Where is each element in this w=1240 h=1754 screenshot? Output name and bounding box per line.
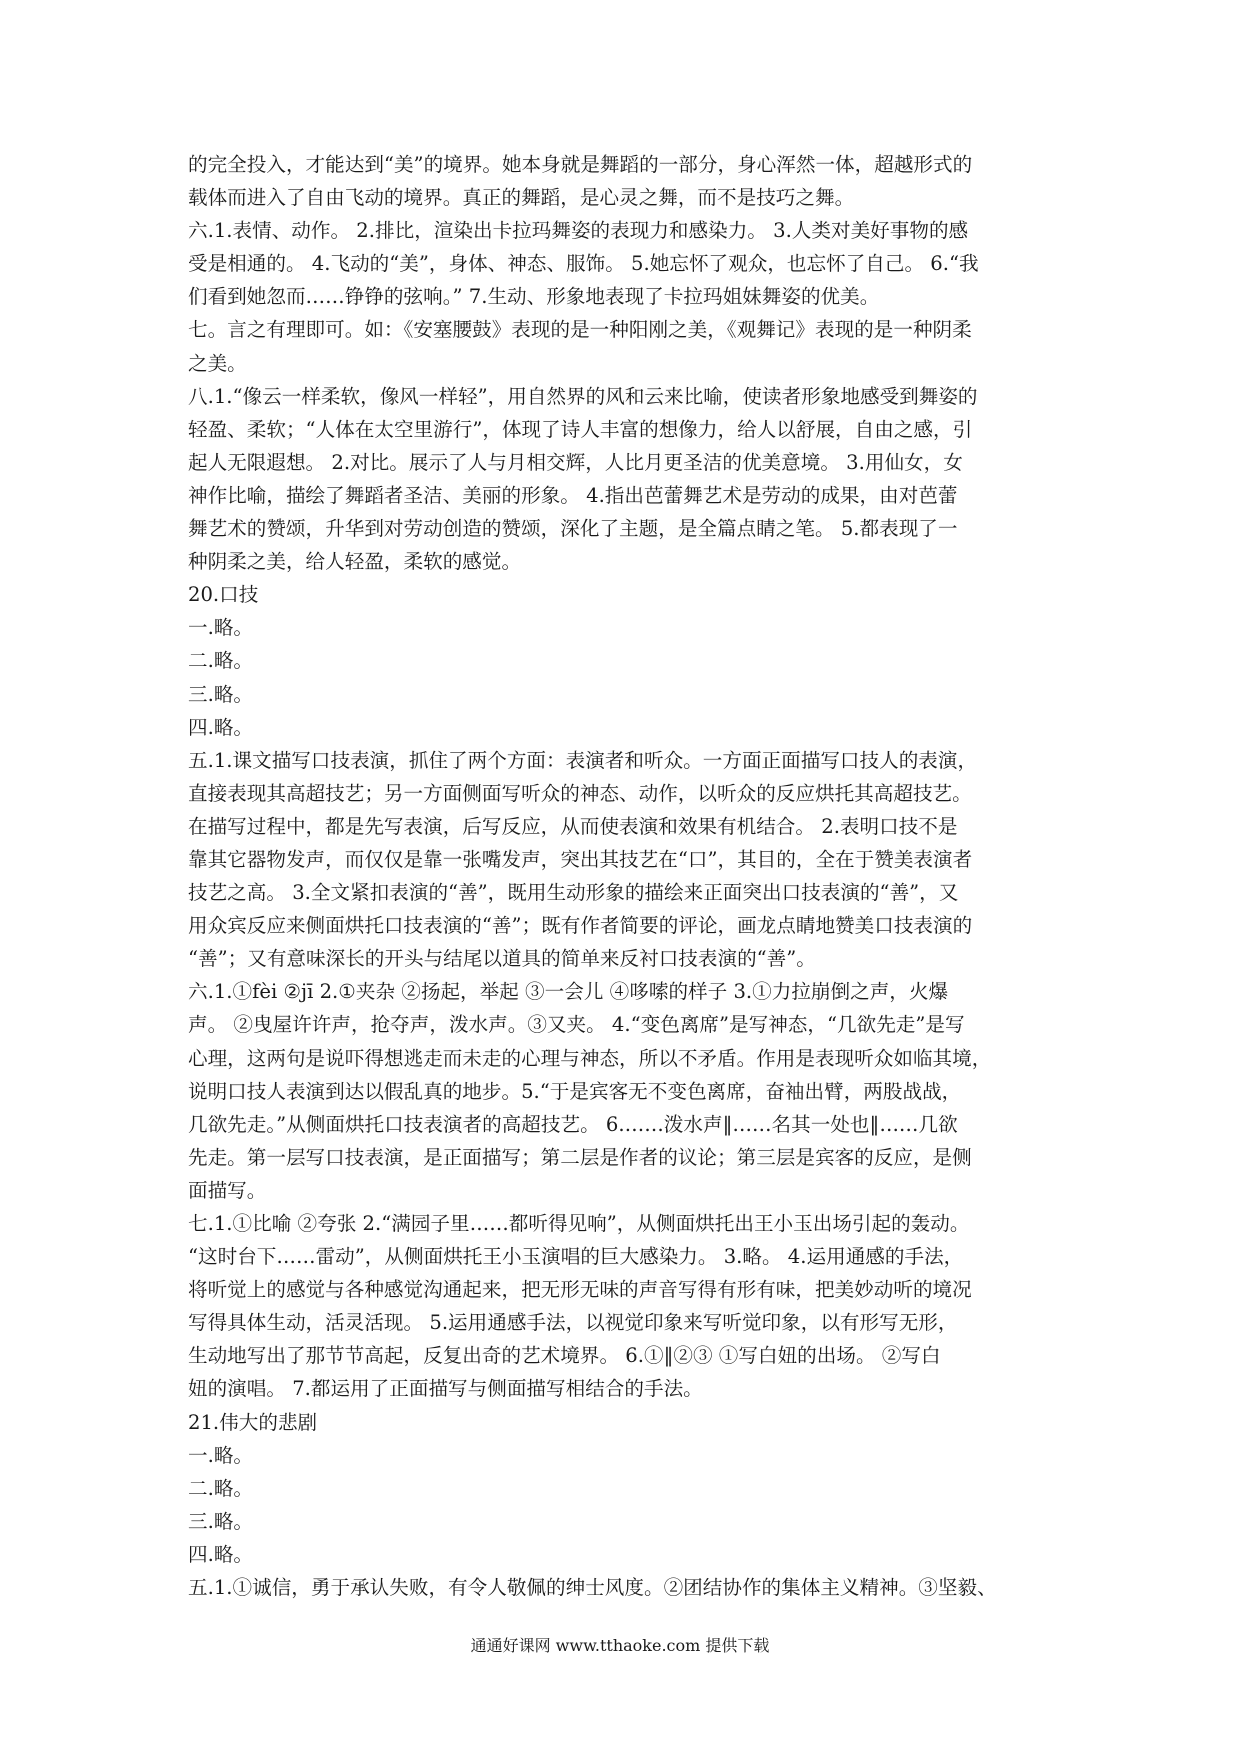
text-line: 心理，这两句是说吓得想逃走而未走的心理与神态，所以不矛盾。作用是表现听众如临其境， <box>188 1046 992 1070</box>
text-line: 神作比喻，描绘了舞蹈者圣洁、美丽的形象。 4.指出芭蕾舞艺术是劳动的成果，由对芭蕾 <box>188 483 958 507</box>
document-body <box>188 148 1058 1604</box>
text-line: 起人无限遐想。 2.对比。展示了人与月相交辉，人比月更圣洁的优美意境。 3.用仙女，女 <box>188 450 963 474</box>
text-line: 二.略。 <box>188 1476 254 1500</box>
section-heading: 21.伟大的悲剧 <box>188 1410 318 1434</box>
text-line: 声。 ②曳屋许许声，抢夺声，泼水声。③又夹。 4.“变色离席”是写神态，“几欲先走”是写 <box>188 1013 965 1037</box>
text-line: “这时台下……雷动”，从侧面烘托王小玉演唱的巨大感染力。 3.略。 4.运用通感的手法， <box>188 1245 964 1269</box>
text-line: 载体而进入了自由飞动的境界。真正的舞蹈，是心灵之舞，而不是技巧之舞。 <box>188 186 855 210</box>
text-line: 舞艺术的赞颂，升华到对劳动创造的赞颂，深化了主题，是全篇点睛之笔。 5.都表现了一 <box>188 517 958 541</box>
text-line: 在描写过程中，都是先写表演，后写反应，从而使表演和效果有机结合。 2.表明口技不是 <box>188 814 958 838</box>
text-line: 轻盈、柔软；“人体在太空里游行”，体现了诗人丰富的想像力，给人以舒展，自由之感，引 <box>188 417 973 441</box>
text-line: 四.略。 <box>188 715 254 739</box>
text-line: 的完全投入，才能达到“美”的境界。她本身就是舞蹈的一部分，身心浑然一体，超越形式的 <box>188 153 973 176</box>
text-line: 七.1.①比喻 ②夸张 2.“满园子里……都听得见响”，从侧面烘托出王小玉出场引起的轰动。 <box>188 1212 970 1235</box>
text-line: 六.1.①fèi ②jī 2.①夹杂 ②扬起，举起 ③一会儿 ④哆嗦的样子 3.①力拉崩倒之声，火爆 <box>188 980 949 1004</box>
text-line: 们看到她忽而……铮铮的弦响。” 7.生动、形象地表现了卡拉玛姐妹舞姿的优美。 <box>188 285 880 309</box>
text-line: 用众宾反应来侧面烘托口技表演的“善”；既有作者简要的评论，画龙点睛地赞美口技表演的 <box>188 914 973 938</box>
text-line: 三.略。 <box>188 682 254 706</box>
page-footer: 通通好课网 www.tthaoke.com 提供下载 <box>470 1636 770 1655</box>
text-line: 二.略。 <box>188 649 254 673</box>
text-line: 技艺之高。 3.全文紧扣表演的“善”，既用生动形象的描绘来正面突出口技表演的“善”，又 <box>188 881 959 905</box>
text-line: 种阴柔之美，给人轻盈，柔软的感觉。 <box>188 550 522 574</box>
text-line: 写得具体生动，活灵活现。 5.运用通感手法，以视觉印象来写听觉印象，以有形写无形， <box>188 1311 958 1335</box>
text-line: 六.1.表情、动作。 2.排比，渲染出卡拉玛舞姿的表现力和感染力。 3.人类对美好事物的感 <box>188 219 969 243</box>
text-line: 一.略。 <box>188 616 254 640</box>
text-line: 面描写。 <box>188 1178 267 1202</box>
text-line: 将听觉上的感觉与各种感觉沟通起来，把无形无味的声音写得有形有味，把美妙动听的境况 <box>188 1278 972 1302</box>
text-line: 八.1.“像云一样柔软，像风一样轻”，用自然界的风和云来比喻，使读者形象地感受到舞姿的 <box>188 384 978 408</box>
text-line: 受是相通的。 4.飞动的“美”，身体、神态、服饰。 5.她忘怀了观众，也忘怀了自己。 6.“我 <box>188 252 979 276</box>
text-line: 五.1.①诚信，勇于承认失败，有令人敬佩的绅士风度。②团结协作的集体主义精神。③坚毅、 <box>188 1576 997 1600</box>
text-line: 七。言之有理即可。如：《安塞腰鼓》表现的是一种阳刚之美，《观舞记》表现的是一种阴柔 <box>188 318 972 342</box>
text-line: 直接表现其高超技艺；另一方面侧面写听众的神态、动作，以听众的反应烘托其高超技艺。 <box>188 781 972 805</box>
section-heading: 20.口技 <box>188 583 259 607</box>
text-line: 先走。第一层写口技表演，是正面描写；第二层是作者的议论；第三层是宾客的反应，是侧 <box>188 1145 972 1169</box>
text-line: 生动地写出了那节节高起，反复出奇的艺术境界。 6.①‖②③ ①写白妞的出场。 ②写白 <box>188 1344 941 1368</box>
text-line: 靠其它器物发声，而仅仅是靠一张嘴发声，突出其技艺在“口”，其目的，全在于赞美表演者 <box>188 847 973 871</box>
text-line: 三.略。 <box>188 1509 254 1533</box>
text-line: 妞的演唱。 7.都运用了正面描写与侧面描写相结合的手法。 <box>188 1377 703 1401</box>
text-line: “善”；又有意味深长的开头与结尾以道具的简单来反衬口技表演的“善”。 <box>188 947 816 971</box>
text-line: 之美。 <box>188 351 247 375</box>
text-line: 几欲先走。”从侧面烘托口技表演者的高超技艺。 6.……泼水声‖……名其一处也‖……几欲 <box>188 1112 958 1136</box>
text-line: 四.略。 <box>188 1542 254 1566</box>
text-line: 一.略。 <box>188 1443 254 1467</box>
text-line: 说明口技人表演到达以假乱真的地步。5.“于是宾客无不变色离席，奋袖出臂，两股战战， <box>188 1079 962 1103</box>
text-line: 五.1.课文描写口技表演，抓住了两个方面：表演者和听众。一方面正面描写口技人的表演， <box>188 748 978 772</box>
